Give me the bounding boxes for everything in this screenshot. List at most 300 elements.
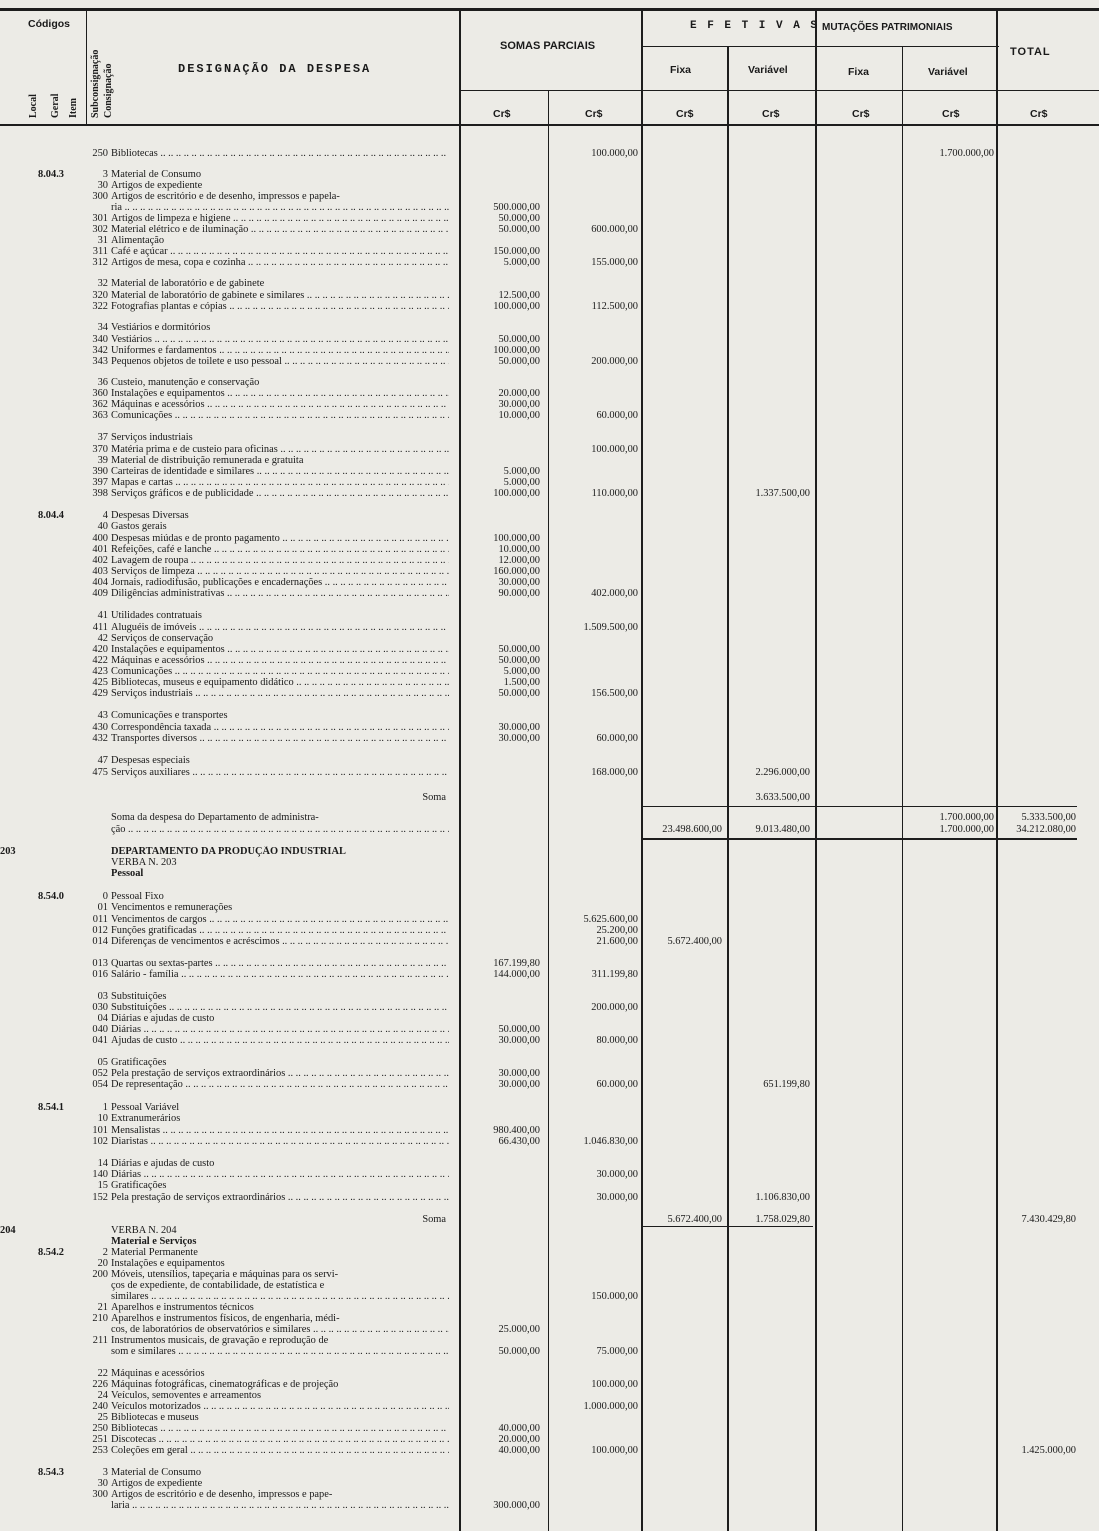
expense-description: Bibliotecas e museus (111, 1412, 199, 1423)
expense-description: Material de Consumo (111, 169, 202, 180)
table-row (0, 1423, 1099, 1434)
amount-col-2: 150.000,00 (591, 1291, 638, 1302)
amount-col-6: 1.700.000,00 (939, 148, 994, 159)
item-code: 301 (92, 213, 108, 224)
amount-col-1: 100.000,00 (493, 345, 540, 356)
item-code: 251 (92, 1434, 108, 1445)
table-row (0, 1434, 1099, 1445)
expense-description: Vestiários .. .. (111, 334, 449, 345)
table-row (0, 958, 1099, 969)
expense-description: Soma da despesa do Departamento de administra- (111, 812, 319, 823)
expense-description: Quartas ou sextas-partes .. .. (111, 958, 449, 969)
item-code: 2 (102, 1247, 108, 1258)
expense-description: Carteiras de identidade e similares .. .. (111, 466, 449, 477)
expense-description: Material de Consumo (111, 1467, 202, 1478)
amount-col-1: 10.000,00 (498, 544, 540, 555)
item-code: 300 (92, 1489, 108, 1500)
expense-description: Aparelhos e instrumentos técnicos (111, 1302, 254, 1313)
expense-description: Gratificações (111, 1180, 167, 1191)
amount-col-1: 160.000,00 (493, 566, 540, 577)
expense-description: Material Permanente (111, 1247, 198, 1258)
expense-description: De representação .. .. (111, 1079, 449, 1090)
amount-col-2: 60.000,00 (596, 1079, 638, 1090)
item-code: 409 (92, 588, 108, 599)
table-row (0, 767, 1099, 778)
header-total: TOTAL (1010, 46, 1051, 58)
item-code: 30 (97, 180, 108, 191)
table-row (0, 301, 1099, 312)
item-code: 311 (92, 246, 108, 257)
item-code: 011 (92, 914, 108, 925)
amount-col-1: 66.430,00 (498, 1136, 540, 1147)
amount-col-2: 600.000,00 (591, 224, 638, 235)
expense-description: ção .. .. (111, 824, 449, 835)
amount-col-1: 10.000,00 (498, 410, 540, 421)
table-row (0, 577, 1099, 588)
expense-description: Salário - família .. .. (111, 969, 449, 980)
table-row (0, 290, 1099, 301)
table-row (0, 1489, 1099, 1500)
table-row (0, 633, 1099, 644)
table-row (0, 969, 1099, 980)
item-code: 03 (97, 991, 108, 1002)
table-row (0, 925, 1099, 936)
amount-col-4: 9.013.480,00 (755, 824, 810, 835)
item-code: 3 (102, 1467, 108, 1478)
soma-label: Soma (422, 1214, 446, 1225)
table-row (0, 1169, 1099, 1180)
amount-col-1: 12.500,00 (498, 290, 540, 301)
item-code: 36 (97, 377, 108, 388)
table-row (0, 257, 1099, 268)
item-code: 362 (92, 399, 108, 410)
local-code: 8.04.4 (38, 510, 64, 521)
header-mutacoes: MUTAÇÕES PATRIMONIAIS (822, 22, 953, 33)
header-efetivas: E F E T I V A S (690, 20, 820, 32)
item-code: 040 (92, 1024, 108, 1035)
table-row (0, 224, 1099, 235)
table-row (0, 1035, 1099, 1046)
item-code: 40 (97, 521, 108, 532)
item-code: 411 (92, 622, 108, 633)
item-code: 430 (92, 722, 108, 733)
item-code: 475 (92, 767, 108, 778)
expense-description: Utilidades contratuais (111, 610, 202, 621)
expense-description: Veículos motorizados .. .. (111, 1401, 449, 1412)
expense-description: Bibliotecas, museus e equipamento didático .. .. (111, 677, 449, 688)
expense-description: Material e Serviços (111, 1236, 197, 1247)
amount-col-1: 100.000,00 (493, 533, 540, 544)
table-row (0, 1247, 1099, 1258)
table-row (0, 824, 1099, 835)
table-row (0, 1236, 1099, 1247)
expense-description: Fotografias plantas e cópias .. .. (111, 301, 449, 312)
item-code: 37 (97, 432, 108, 443)
table-row (0, 322, 1099, 333)
item-code: 016 (92, 969, 108, 980)
table-row (0, 733, 1099, 744)
item-code: 14 (97, 1158, 108, 1169)
expense-description: Material de laboratório de gabinete e similares .. .. (111, 290, 449, 301)
table-row (0, 1057, 1099, 1068)
amount-col-1: 40.000,00 (498, 1423, 540, 1434)
expense-description: Ajudas de custo .. .. (111, 1035, 449, 1046)
amount-col-7: 7.430.429,80 (1021, 1214, 1076, 1225)
table-row (0, 857, 1099, 868)
expense-description: Coleções em geral .. .. (111, 1445, 449, 1456)
item-code: 013 (92, 958, 108, 969)
table-row (0, 1368, 1099, 1379)
expense-description: Discotecas .. .. (111, 1434, 449, 1445)
item-code: 312 (92, 257, 108, 268)
item-code: 404 (92, 577, 108, 588)
item-code: 054 (92, 1079, 108, 1090)
item-code: 240 (92, 1401, 108, 1412)
table-row (0, 566, 1099, 577)
expense-description: Material elétrico e de iluminação .. .. (111, 224, 449, 235)
expense-description: Artigos de expediente (111, 180, 203, 191)
amount-col-2: 155.000,00 (591, 257, 638, 268)
amount-col-3: 23.498.600,00 (662, 824, 722, 835)
expense-description: Instalações e equipamentos .. .. (111, 388, 449, 399)
amount-col-2: 1.046.830,00 (583, 1136, 638, 1147)
amount-col-1: 50.000,00 (498, 688, 540, 699)
item-code: 210 (92, 1313, 108, 1324)
item-code: 401 (92, 544, 108, 555)
amount-col-4: 3.633.500,00 (755, 792, 810, 803)
amount-col-1: 40.000,00 (498, 1445, 540, 1456)
table-row (0, 1158, 1099, 1169)
header-mut-variavel: Variável (928, 66, 968, 78)
item-code: 102 (92, 1136, 108, 1147)
table-row (0, 1346, 1099, 1357)
expense-description: Mensalistas .. .. (111, 1125, 449, 1136)
table-row (0, 644, 1099, 655)
amount-col-1: 5.000,00 (503, 466, 540, 477)
expense-description: Aluguéis de imóveis .. .. (111, 622, 449, 633)
table-row (0, 622, 1099, 633)
item-code: 402 (92, 555, 108, 566)
expense-description: Vestiários e dormitórios (111, 322, 211, 333)
amount-col-3: 5.672.400,00 (667, 936, 722, 947)
amount-col-2: 100.000,00 (591, 444, 638, 455)
expense-description: Veículos, semoventes e arreamentos (111, 1390, 262, 1401)
item-code: 014 (92, 936, 108, 947)
expense-description: Jornais, radiodifusão, publicações e encadernações .. .. (111, 577, 449, 588)
table-row (0, 377, 1099, 388)
table-row (0, 1136, 1099, 1147)
table-row (0, 914, 1099, 925)
item-code: 030 (92, 1002, 108, 1013)
expense-description: Vencimentos de cargos .. .. (111, 914, 449, 925)
item-code: 052 (92, 1068, 108, 1079)
table-row (0, 455, 1099, 466)
amount-col-2: 168.000,00 (591, 767, 638, 778)
expense-description: similares .. .. (111, 1291, 449, 1302)
table-row (0, 1313, 1099, 1324)
header-somas-parciais: SOMAS PARCIAIS (500, 40, 596, 52)
amount-col-1: 30.000,00 (498, 1035, 540, 1046)
expense-description: Serviços industriais (111, 432, 193, 443)
item-code: 343 (92, 356, 108, 367)
table-row (0, 466, 1099, 477)
table-row (0, 1467, 1099, 1478)
amount-col-1: 30.000,00 (498, 733, 540, 744)
expense-description: VERBA N. 204 (111, 1225, 177, 1236)
amount-col-7: 34.212.080,00 (1016, 824, 1076, 835)
header-codigos: Códigos (28, 18, 70, 30)
expense-description: Custeio, manutenção e conservação (111, 377, 260, 388)
amount-col-1: 5.000,00 (503, 477, 540, 488)
expense-description: Máquinas e acessórios (111, 1368, 205, 1379)
table-row (0, 688, 1099, 699)
table-row (0, 792, 1099, 803)
amount-col-2: 75.000,00 (596, 1346, 638, 1357)
amount-col-1: 50.000,00 (498, 334, 540, 345)
expense-description: DEPARTAMENTO DA PRODUÇÃO INDUSTRIAL (111, 846, 346, 857)
expense-description: Serviços de limpeza .. .. (111, 566, 449, 577)
header-designacao: DESIGNAÇÃO DA DESPESA (178, 62, 372, 76)
expense-description: ria .. .. (111, 202, 449, 213)
table-row (0, 1302, 1099, 1313)
expense-description: Alimentação (111, 235, 165, 246)
item-code: 403 (92, 566, 108, 577)
item-code: 3 (102, 169, 108, 180)
table-row (0, 521, 1099, 532)
expense-description: Pessoal (111, 868, 144, 879)
amount-col-1: 90.000,00 (498, 588, 540, 599)
amount-col-1: 167.199,80 (493, 958, 540, 969)
table-row (0, 1113, 1099, 1124)
local-code: 8.54.3 (38, 1467, 64, 1478)
header-mut-fixa: Fixa (848, 66, 870, 78)
amount-col-1: 500.000,00 (493, 202, 540, 213)
table-row (0, 169, 1099, 180)
table-row (0, 655, 1099, 666)
amount-col-2: 60.000,00 (596, 410, 638, 421)
item-code: 211 (92, 1335, 108, 1346)
amount-col-3: 5.672.400,00 (667, 1214, 722, 1225)
expense-description: Comunicações .. .. (111, 410, 449, 421)
table-row (0, 544, 1099, 555)
expense-description: Artigos de escritório e de desenho, impressos e papela- (111, 191, 340, 202)
table-row (0, 477, 1099, 488)
item-code: 101 (92, 1125, 108, 1136)
amount-col-1: 50.000,00 (498, 1024, 540, 1035)
header-subconsignacao: Subconsignação (90, 49, 101, 118)
table-row (0, 1125, 1099, 1136)
table-row (0, 1068, 1099, 1079)
expense-description: Bibliotecas .. .. (111, 1423, 449, 1434)
table-row (0, 202, 1099, 213)
item-code: 05 (97, 1057, 108, 1068)
amount-col-2: 110.000,00 (591, 488, 638, 499)
expense-description: Pequenos objetos de toilete e uso pessoal .. .. (111, 356, 449, 367)
amount-col-1: 980.400,00 (493, 1125, 540, 1136)
amount-col-1: 300.000,00 (493, 1500, 540, 1511)
expense-description: Gastos gerais (111, 521, 167, 532)
table-row (0, 510, 1099, 521)
table-row (0, 666, 1099, 677)
local-code: 8.54.2 (38, 1247, 64, 1258)
expense-description: Instrumentos musicais, de gravação e reprodução de (111, 1335, 329, 1346)
table-row (0, 1013, 1099, 1024)
item-code: 01 (97, 902, 108, 913)
expense-description: Uniformes e fardamentos .. .. (111, 345, 449, 356)
table-row (0, 1324, 1099, 1335)
table-row (0, 1500, 1099, 1511)
item-code: 322 (92, 301, 108, 312)
table-row (0, 388, 1099, 399)
expense-description: Correspondência taxada .. .. (111, 722, 449, 733)
amount-col-1: 20.000,00 (498, 1434, 540, 1445)
table-row (0, 846, 1099, 857)
table-row (0, 235, 1099, 246)
item-code: 140 (92, 1169, 108, 1180)
amount-col-1: 30.000,00 (498, 1079, 540, 1090)
item-code: 41 (97, 610, 108, 621)
expense-description: Comunicações .. .. (111, 666, 449, 677)
item-code: 20 (97, 1258, 108, 1269)
amount-col-4: 1.106.830,00 (755, 1192, 810, 1203)
table-row (0, 148, 1099, 159)
amount-col-1: 30.000,00 (498, 1068, 540, 1079)
item-code: 340 (92, 334, 108, 345)
amount-col-1: 50.000,00 (498, 644, 540, 655)
header-variavel: Variável (748, 64, 788, 76)
item-code: 200 (92, 1269, 108, 1280)
item-code: 342 (92, 345, 108, 356)
table-row (0, 1291, 1099, 1302)
table-row (0, 399, 1099, 410)
table-row (0, 1412, 1099, 1423)
amount-col-2: 60.000,00 (596, 733, 638, 744)
expense-description: Pessoal Variável (111, 1102, 180, 1113)
amount-col-2: 200.000,00 (591, 1002, 638, 1013)
amount-col-6: 1.700.000,00 (939, 824, 994, 835)
amount-col-1: 12.000,00 (498, 555, 540, 566)
table-row (0, 1102, 1099, 1113)
item-code: 32 (97, 278, 108, 289)
table-row (0, 432, 1099, 443)
item-code: 363 (92, 410, 108, 421)
item-code: 041 (92, 1035, 108, 1046)
table-row (0, 1192, 1099, 1203)
amount-col-2: 30.000,00 (596, 1192, 638, 1203)
table-row (0, 710, 1099, 721)
table-row (0, 345, 1099, 356)
table-row (0, 180, 1099, 191)
expense-description: Serviços gráficos e de publicidade .. .. (111, 488, 449, 499)
table-row (0, 213, 1099, 224)
expense-description: Artigos de expediente (111, 1478, 203, 1489)
expense-description: Diaristas .. .. (111, 1136, 449, 1147)
amount-col-1: 25.000,00 (498, 1324, 540, 1335)
header-local: Local (28, 94, 39, 118)
item-code: 226 (92, 1379, 108, 1390)
table-row (0, 1390, 1099, 1401)
amount-col-2: 1.000.000,00 (583, 1401, 638, 1412)
header-cr-1: Cr$ (493, 108, 511, 120)
amount-col-2: 1.509.500,00 (583, 622, 638, 633)
expense-description: VERBA N. 203 (111, 857, 177, 868)
table-row (0, 1225, 1099, 1236)
item-code: 30 (97, 1478, 108, 1489)
table-row (0, 1280, 1099, 1291)
expense-description: Instalações e equipamentos .. .. (111, 644, 449, 655)
table-row (0, 1335, 1099, 1346)
table-row (0, 1258, 1099, 1269)
expense-description: cos, de laboratórios de observatórios e similares .. .. (111, 1324, 449, 1335)
amount-col-1: 100.000,00 (493, 488, 540, 499)
table-row (0, 812, 1099, 823)
expense-description: Comunicações e transportes (111, 710, 228, 721)
amount-col-1: 5.000,00 (503, 666, 540, 677)
table-row (0, 991, 1099, 1002)
table-row (0, 1379, 1099, 1390)
header-item: Item (68, 98, 79, 118)
soma-label: Soma (422, 792, 446, 803)
amount-col-1: 100.000,00 (493, 301, 540, 312)
expense-description: Diárias e ajudas de custo (111, 1013, 215, 1024)
amount-col-6: 1.700.000,00 (939, 812, 994, 823)
expense-description: Pela prestação de serviços extraordinários .. .. (111, 1068, 449, 1079)
amount-col-2: 21.600,00 (596, 936, 638, 947)
amount-col-1: 30.000,00 (498, 399, 540, 410)
expense-description: Diárias e ajudas de custo (111, 1158, 215, 1169)
amount-col-2: 100.000,00 (591, 1445, 638, 1456)
expense-description: Substituições (111, 991, 167, 1002)
expense-description: Móveis, utensílios, tapeçaria e máquinas para os servi- (111, 1269, 339, 1280)
item-code: 31 (97, 235, 108, 246)
expense-description: Diárias .. .. (111, 1169, 449, 1180)
expense-description: Extranumerários (111, 1113, 181, 1124)
amount-col-2: 30.000,00 (596, 1169, 638, 1180)
expense-description: Despesas especiais (111, 755, 190, 766)
table-row (0, 246, 1099, 257)
item-code: 152 (92, 1192, 108, 1203)
table-row (0, 1180, 1099, 1191)
item-code: 250 (92, 148, 108, 159)
amount-col-2: 80.000,00 (596, 1035, 638, 1046)
expense-description: Serviços auxiliares .. .. (111, 767, 449, 778)
expense-description: Lavagem de roupa .. .. (111, 555, 449, 566)
amount-col-7: 1.425.000,00 (1021, 1445, 1076, 1456)
table-row (0, 334, 1099, 345)
header-cr-5: Cr$ (852, 108, 870, 120)
amount-col-1: 30.000,00 (498, 722, 540, 733)
amount-col-1: 144.000,00 (493, 969, 540, 980)
expense-description: Bibliotecas .. .. (111, 148, 449, 159)
expense-description: Diligências administrativas .. .. (111, 588, 449, 599)
table-row (0, 488, 1099, 499)
item-code: 397 (92, 477, 108, 488)
item-code: 47 (97, 755, 108, 766)
amount-col-2: 100.000,00 (591, 1379, 638, 1390)
amount-col-1: 50.000,00 (498, 1346, 540, 1357)
expense-description: Pessoal Fixo (111, 891, 164, 902)
amount-col-1: 50.000,00 (498, 356, 540, 367)
item-code: 1 (102, 1102, 108, 1113)
table-row (0, 936, 1099, 947)
expense-description: Vencimentos e remunerações (111, 902, 233, 913)
item-code: 253 (92, 1445, 108, 1456)
local-code: 8.54.0 (38, 891, 64, 902)
expense-description: Pela prestação de serviços extraordinários .. .. (111, 1192, 449, 1203)
item-code: 420 (92, 644, 108, 655)
expense-description: laria .. .. (111, 1500, 449, 1511)
expense-description: Material de laboratório e de gabinete (111, 278, 265, 289)
